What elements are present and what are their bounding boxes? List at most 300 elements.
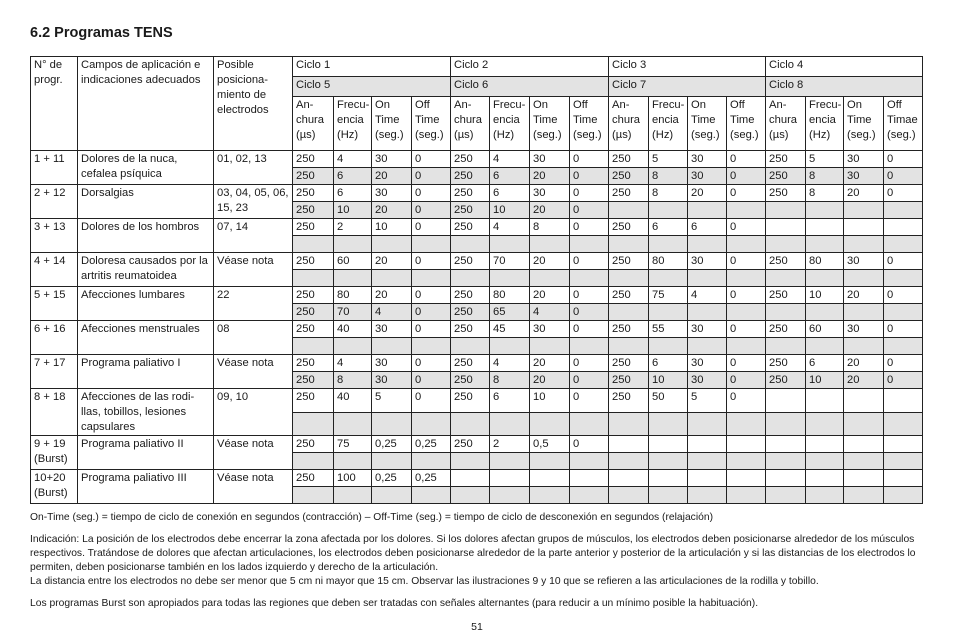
cycle-value-cell-alt — [884, 412, 923, 436]
cycle-value-cell: 2 — [334, 219, 372, 236]
cycle-value-cell: 250 — [293, 219, 334, 236]
cycle-value-cell: 0 — [884, 151, 923, 168]
cycle-value-cell: 30 — [372, 151, 412, 168]
cycle-value-cell-alt: 20 — [372, 168, 412, 185]
cycle-value-cell-alt — [372, 487, 412, 504]
cycle-value-cell-alt — [806, 453, 844, 470]
cycle-value-cell-alt: 250 — [293, 168, 334, 185]
cycle-value-cell: 30 — [688, 355, 727, 372]
header-cycle-4: Ciclo 4 — [766, 57, 923, 77]
cycle-value-cell — [884, 219, 923, 236]
cycle-value-cell: 0 — [570, 436, 609, 453]
cycle-value-cell — [844, 470, 884, 487]
cycle-value-cell-alt — [766, 412, 806, 436]
row-field: Afecciones menstruales — [78, 321, 214, 355]
header-prog: N° de progr. — [31, 57, 78, 151]
row-electrodes: 01, 02, 13 — [214, 151, 293, 185]
cycle-value-cell: 0 — [727, 321, 766, 338]
cycle-value-cell: 250 — [766, 151, 806, 168]
table-row — [31, 470, 923, 487]
cycle-value-cell-alt: 4 — [372, 304, 412, 321]
cycle-value-cell-alt — [570, 487, 609, 504]
cycle-value-cell: 0 — [727, 253, 766, 270]
row-electrodes: 08 — [214, 321, 293, 355]
cycle-value-cell: 250 — [766, 321, 806, 338]
cycle-value-cell-alt — [451, 412, 490, 436]
cycle-value-cell: 0,25 — [372, 436, 412, 453]
cycle-value-cell: 250 — [451, 253, 490, 270]
cycle-value-cell — [806, 436, 844, 453]
cycle-value-cell-alt — [688, 487, 727, 504]
cycle-value-cell: 30 — [844, 253, 884, 270]
cycle-value-cell-alt — [727, 270, 766, 287]
cycle-value-cell-alt — [490, 236, 530, 253]
cycle-value-cell: 0 — [884, 355, 923, 372]
cycle-value-cell-alt — [609, 270, 649, 287]
row-field: Dolores de los hombros — [78, 219, 214, 253]
cycle-value-cell — [609, 470, 649, 487]
cycle-value-cell-alt: 250 — [609, 168, 649, 185]
cycle-value-cell-alt — [844, 270, 884, 287]
cycle-value-cell: 4 — [334, 151, 372, 168]
cycle-value-cell-alt — [334, 453, 372, 470]
subheader-cell: Off Time (seg.) — [412, 97, 451, 151]
cycle-value-cell-alt — [293, 236, 334, 253]
cycle-value-cell-alt — [570, 453, 609, 470]
subheader-cell: Frecu-encia (Hz) — [806, 97, 844, 151]
cycle-value-cell — [490, 470, 530, 487]
cycle-value-cell-alt — [688, 304, 727, 321]
header-electrodes: Posible posiciona-miento de electrodos — [214, 57, 293, 151]
cycle-value-cell-alt — [727, 236, 766, 253]
cycle-value-cell: 0 — [727, 151, 766, 168]
cycle-value-cell: 10 — [806, 287, 844, 304]
row-prog: 5 + 15 — [31, 287, 78, 321]
cycle-value-cell-alt — [412, 270, 451, 287]
cycle-value-cell — [844, 219, 884, 236]
cycle-value-cell: 0 — [412, 219, 451, 236]
notes — [30, 511, 930, 611]
cycle-value-cell-alt — [530, 453, 570, 470]
cycle-value-cell: 250 — [609, 253, 649, 270]
cycle-value-cell-alt — [334, 236, 372, 253]
cycle-value-cell-alt — [649, 270, 688, 287]
subheader-cell: An-chura (µs) — [766, 97, 806, 151]
cycle-value-cell: 8 — [649, 185, 688, 202]
cycle-value-cell: 10 — [530, 389, 570, 413]
cycle-value-cell: 250 — [293, 185, 334, 202]
cycle-value-cell: 0 — [412, 287, 451, 304]
cycle-value-cell-alt: 0 — [727, 372, 766, 389]
cycle-value-cell-alt — [844, 202, 884, 219]
cycle-value-cell: 250 — [609, 321, 649, 338]
cycle-value-cell: 250 — [609, 185, 649, 202]
cycle-value-cell-alt — [530, 412, 570, 436]
row-field: Programa paliativo III — [78, 470, 214, 504]
cycle-value-cell-alt: 250 — [451, 372, 490, 389]
cycle-value-cell: 0,5 — [530, 436, 570, 453]
cycle-value-cell: 250 — [451, 436, 490, 453]
cycle-value-cell-alt — [609, 338, 649, 355]
cycle-value-cell — [766, 219, 806, 236]
cycle-value-cell-alt — [806, 338, 844, 355]
cycle-value-cell-alt — [609, 487, 649, 504]
cycle-value-cell-alt — [727, 453, 766, 470]
cycle-value-cell-alt — [727, 412, 766, 436]
cycle-value-cell-alt: 30 — [688, 168, 727, 185]
cycle-value-cell-alt: 250 — [293, 372, 334, 389]
cycle-value-cell: 0 — [884, 321, 923, 338]
cycle-value-cell: 250 — [451, 185, 490, 202]
cycle-value-cell: 250 — [293, 321, 334, 338]
cycle-value-cell-alt — [688, 270, 727, 287]
cycle-value-cell: 75 — [649, 287, 688, 304]
note-burst: Los programas Burst son apropiados para todas las regiones que deben ser tratadas con señales alternantes (para reducir a un mínimo posible la habituación). — [30, 598, 759, 609]
cycle-value-cell: 0 — [884, 185, 923, 202]
cycle-value-cell-alt — [372, 453, 412, 470]
cycle-value-cell-alt — [609, 304, 649, 321]
row-electrodes: Véase nota — [214, 253, 293, 287]
cycle-value-cell-alt: 0 — [412, 168, 451, 185]
cycle-value-cell: 0 — [570, 321, 609, 338]
cycle-value-cell-alt — [451, 453, 490, 470]
cycle-value-cell: 20 — [530, 355, 570, 372]
cycle-value-cell-alt: 30 — [844, 168, 884, 185]
cycle-value-cell: 10 — [372, 219, 412, 236]
cycle-value-cell-alt: 20 — [530, 168, 570, 185]
table-row — [31, 253, 923, 270]
cycle-value-cell-alt: 10 — [490, 202, 530, 219]
cycle-value-cell-alt: 20 — [530, 202, 570, 219]
cycle-value-cell-alt: 20 — [372, 202, 412, 219]
cycle-value-cell-alt — [688, 338, 727, 355]
cycle-value-cell-alt — [844, 338, 884, 355]
cycle-value-cell-alt: 6 — [334, 168, 372, 185]
cycle-value-cell: 0 — [570, 185, 609, 202]
row-prog: 2 + 12 — [31, 185, 78, 219]
cycle-value-cell-alt — [884, 338, 923, 355]
cycle-value-cell: 8 — [806, 185, 844, 202]
cycle-value-cell: 30 — [530, 185, 570, 202]
cycle-value-cell: 250 — [293, 151, 334, 168]
cycle-value-cell-alt — [412, 412, 451, 436]
cycle-value-cell-alt — [727, 202, 766, 219]
header-fields: Campos de aplicación e indicaciones adecuados — [78, 57, 214, 151]
cycle-value-cell — [451, 470, 490, 487]
cycle-value-cell: 0 — [412, 253, 451, 270]
cycle-value-cell: 250 — [451, 219, 490, 236]
row-prog: 7 + 17 — [31, 355, 78, 389]
cycle-value-cell: 250 — [293, 287, 334, 304]
cycle-value-cell: 0 — [727, 355, 766, 372]
cycle-value-cell: 60 — [806, 321, 844, 338]
cycle-value-cell — [884, 389, 923, 413]
cycle-value-cell-alt — [806, 412, 844, 436]
cycle-value-cell-alt — [766, 453, 806, 470]
cycle-value-cell: 80 — [334, 287, 372, 304]
cycle-value-cell — [806, 219, 844, 236]
cycle-value-cell: 0 — [412, 355, 451, 372]
cycle-value-cell-alt: 0 — [884, 372, 923, 389]
cycle-value-cell: 6 — [490, 389, 530, 413]
subheader-cell: On Time (seg.) — [844, 97, 884, 151]
header-cycle-2: Ciclo 2 — [451, 57, 609, 77]
cycle-value-cell: 5 — [688, 389, 727, 413]
subheader-cell: On Time (seg.) — [372, 97, 412, 151]
cycle-value-cell: 4 — [688, 287, 727, 304]
note-distancia: La distancia entre los electrodos no debe ser menor que 5 cm ni mayor que 15 cm. Observar las ilustraciones 9 y 10 que se refieren a las articulaciones de la rodilla y tobillo. — [30, 576, 819, 587]
cycle-value-cell-alt: 4 — [530, 304, 570, 321]
cycle-value-cell — [570, 470, 609, 487]
cycle-value-cell-alt: 0 — [412, 304, 451, 321]
cycle-value-cell — [530, 470, 570, 487]
cycle-value-cell-alt — [844, 487, 884, 504]
cycle-value-cell: 30 — [530, 151, 570, 168]
cycle-value-cell-alt — [490, 338, 530, 355]
tens-programs-table — [30, 56, 923, 504]
cycle-value-cell: 55 — [649, 321, 688, 338]
cycle-value-cell-alt — [293, 487, 334, 504]
cycle-value-cell-alt — [688, 236, 727, 253]
page-number: 51 — [471, 621, 483, 633]
cycle-value-cell-alt: 30 — [688, 372, 727, 389]
row-prog: 4 + 14 — [31, 253, 78, 287]
cycle-value-cell: 6 — [649, 355, 688, 372]
cycle-value-cell-alt — [649, 202, 688, 219]
cycle-value-cell: 0 — [412, 321, 451, 338]
cycle-value-cell-alt — [530, 487, 570, 504]
cycle-value-cell-alt — [609, 453, 649, 470]
cycle-value-cell-alt: 250 — [609, 372, 649, 389]
cycle-value-cell-alt: 0 — [412, 202, 451, 219]
row-prog: 9 + 19 (Burst) — [31, 436, 78, 470]
cycle-value-cell-alt — [884, 304, 923, 321]
row-electrodes: 07, 14 — [214, 219, 293, 253]
cycle-value-cell: 4 — [490, 151, 530, 168]
cycle-value-cell — [727, 470, 766, 487]
cycle-value-cell-alt — [884, 270, 923, 287]
table-row — [31, 151, 923, 168]
cycle-value-cell — [806, 470, 844, 487]
cycle-value-cell-alt — [688, 453, 727, 470]
cycle-value-cell-alt — [334, 487, 372, 504]
cycle-value-cell: 30 — [844, 151, 884, 168]
cycle-value-cell-alt — [766, 236, 806, 253]
cycle-value-cell: 250 — [609, 389, 649, 413]
cycle-value-cell — [649, 436, 688, 453]
row-field: Doloresa causados por la artritis reumatoidea — [78, 253, 214, 287]
cycle-value-cell: 30 — [372, 185, 412, 202]
cycle-value-cell-alt: 250 — [451, 202, 490, 219]
cycle-value-cell-alt: 250 — [451, 168, 490, 185]
cycle-value-cell: 30 — [688, 151, 727, 168]
cycle-value-cell-alt — [412, 338, 451, 355]
cycle-value-cell: 100 — [334, 470, 372, 487]
cycle-value-cell: 20 — [372, 287, 412, 304]
cycle-value-cell: 2 — [490, 436, 530, 453]
cycle-value-cell: 4 — [334, 355, 372, 372]
cycle-value-cell: 250 — [609, 287, 649, 304]
cycle-value-cell: 250 — [451, 321, 490, 338]
table-row — [31, 185, 923, 202]
cycle-value-cell-alt — [372, 236, 412, 253]
cycle-value-cell-alt — [766, 270, 806, 287]
table-row — [31, 436, 923, 453]
row-prog: 3 + 13 — [31, 219, 78, 253]
cycle-value-cell-alt — [649, 236, 688, 253]
cycle-value-cell: 20 — [844, 287, 884, 304]
cycle-value-cell: 0 — [570, 355, 609, 372]
cycle-value-cell: 250 — [451, 287, 490, 304]
cycle-value-cell: 250 — [451, 355, 490, 372]
cycle-value-cell-alt — [334, 338, 372, 355]
cycle-value-cell: 0,25 — [412, 470, 451, 487]
cycle-value-cell-alt — [490, 270, 530, 287]
cycle-value-cell: 0 — [727, 389, 766, 413]
cycle-value-cell: 0 — [412, 151, 451, 168]
cycle-value-cell-alt: 250 — [293, 202, 334, 219]
cycle-value-cell-alt — [844, 304, 884, 321]
cycle-value-cell: 20 — [844, 185, 884, 202]
cycle-value-cell: 250 — [766, 355, 806, 372]
cycle-value-cell-alt — [451, 487, 490, 504]
cycle-value-cell-alt — [412, 236, 451, 253]
cycle-value-cell-alt — [412, 487, 451, 504]
cycle-value-cell-alt — [372, 270, 412, 287]
row-electrodes: 03, 04, 05, 06, 15, 23 — [214, 185, 293, 219]
cycle-value-cell-alt: 0 — [570, 202, 609, 219]
subheader-cell: An-chura (µs) — [293, 97, 334, 151]
cycle-value-cell: 0 — [570, 219, 609, 236]
cycle-value-cell-alt — [570, 412, 609, 436]
cycle-value-cell: 250 — [451, 389, 490, 413]
cycle-value-cell: 0 — [727, 287, 766, 304]
cycle-value-cell-alt — [570, 338, 609, 355]
cycle-value-cell-alt — [649, 487, 688, 504]
cycle-value-cell-alt — [372, 412, 412, 436]
cycle-value-cell: 20 — [530, 253, 570, 270]
cycle-value-cell — [688, 436, 727, 453]
cycle-value-cell: 250 — [451, 151, 490, 168]
row-electrodes: Véase nota — [214, 355, 293, 389]
cycle-value-cell-alt — [884, 236, 923, 253]
cycle-value-cell: 250 — [293, 389, 334, 413]
cycle-value-cell: 0 — [570, 287, 609, 304]
cycle-value-cell — [884, 470, 923, 487]
cycle-value-cell-alt — [766, 338, 806, 355]
cycle-value-cell-alt: 0 — [412, 372, 451, 389]
cycle-value-cell-alt — [609, 412, 649, 436]
cycle-value-cell-alt — [570, 270, 609, 287]
cycle-value-cell — [884, 436, 923, 453]
note-ontime: On-Time (seg.) = tiempo de ciclo de conexión en segundos (contracción) – Off-Time (seg.) = tiempo de ciclo de desconexión en segundos (relajación) — [30, 512, 713, 523]
row-prog: 10+20 (Burst) — [31, 470, 78, 504]
cycle-value-cell-alt: 8 — [490, 372, 530, 389]
cycle-value-cell-alt: 8 — [334, 372, 372, 389]
cycle-value-cell-alt — [688, 202, 727, 219]
cycle-value-cell: 250 — [293, 470, 334, 487]
cycle-value-cell-alt: 10 — [806, 372, 844, 389]
cycle-value-cell — [688, 470, 727, 487]
cycle-value-cell-alt — [451, 236, 490, 253]
cycle-value-cell: 40 — [334, 321, 372, 338]
cycle-value-cell-alt — [570, 236, 609, 253]
cycle-value-cell: 6 — [688, 219, 727, 236]
cycle-value-cell-alt — [884, 487, 923, 504]
cycle-value-cell: 20 — [688, 185, 727, 202]
cycle-value-cell: 250 — [293, 355, 334, 372]
row-electrodes: 09, 10 — [214, 389, 293, 436]
cycle-value-cell-alt: 0 — [570, 168, 609, 185]
row-field: Afecciones de las rodi-llas, tobillos, lesiones capsulares — [78, 389, 214, 436]
row-electrodes: Véase nota — [214, 470, 293, 504]
row-prog: 8 + 18 — [31, 389, 78, 436]
cycle-value-cell-alt — [412, 453, 451, 470]
cycle-value-cell — [766, 436, 806, 453]
cycle-value-cell-alt: 20 — [530, 372, 570, 389]
subheader-cell: Off Timae (seg.) — [884, 97, 923, 151]
cycle-value-cell-alt — [844, 453, 884, 470]
note-indicacion: Indicación: La posición de los electrodos debe encerrar la zona afectada por los dolores. Si los dolores afectan grupos de músculos, los electrodos deben posicionarse alrededor de los músculos respectivos. Tratándose de dolores que afectan articulaciones, los electrodos deben posicionarse alrededor de la parte anterior y posterior de la articulación y si las distancias de los electrodos lo permiten, deben posicionarse también en los lados izquierdo y derecho de la articulación. — [30, 534, 916, 573]
cycle-value-cell — [609, 436, 649, 453]
subheader-cell: An-chura (µs) — [451, 97, 490, 151]
cycle-value-cell: 70 — [490, 253, 530, 270]
cycle-value-cell: 30 — [372, 321, 412, 338]
row-field: Dorsalgias — [78, 185, 214, 219]
table-row — [31, 355, 923, 372]
cycle-value-cell: 0,25 — [372, 470, 412, 487]
cycle-value-cell: 5 — [372, 389, 412, 413]
cycle-value-cell-alt — [766, 304, 806, 321]
cycle-value-cell: 0 — [727, 219, 766, 236]
cycle-value-cell-alt — [451, 270, 490, 287]
cycle-value-cell-alt — [530, 236, 570, 253]
cycle-value-cell — [766, 470, 806, 487]
cycle-value-cell-alt — [766, 202, 806, 219]
subheader-cell: Frecu-encia (Hz) — [649, 97, 688, 151]
cycle-value-cell: 0 — [412, 389, 451, 413]
cycle-value-cell-alt — [806, 202, 844, 219]
cycle-value-cell-alt — [688, 412, 727, 436]
table-row — [31, 219, 923, 236]
table-row — [31, 389, 923, 413]
cycle-value-cell-alt — [727, 487, 766, 504]
header-cycle-7: Ciclo 7 — [609, 77, 766, 97]
cycle-value-cell-alt — [530, 270, 570, 287]
cycle-value-cell: 20 — [844, 355, 884, 372]
cycle-value-cell-alt: 250 — [293, 304, 334, 321]
cycle-value-cell-alt — [293, 270, 334, 287]
cycle-value-cell: 20 — [530, 287, 570, 304]
cycle-value-cell-alt — [609, 236, 649, 253]
cycle-value-cell: 4 — [490, 355, 530, 372]
cycle-value-cell: 0 — [412, 185, 451, 202]
cycle-value-cell: 40 — [334, 389, 372, 413]
cycle-value-cell: 250 — [609, 151, 649, 168]
cycle-value-cell: 6 — [806, 355, 844, 372]
cycle-value-cell-alt — [727, 304, 766, 321]
cycle-value-cell-alt — [293, 453, 334, 470]
cycle-value-cell: 80 — [649, 253, 688, 270]
cycle-value-cell-alt: 10 — [649, 372, 688, 389]
cycle-value-cell: 30 — [688, 321, 727, 338]
cycle-value-cell-alt: 250 — [451, 304, 490, 321]
cycle-value-cell-alt — [766, 487, 806, 504]
cycle-value-cell-alt — [727, 338, 766, 355]
subheader-cell: An-chura (µs) — [609, 97, 649, 151]
cycle-value-cell-alt — [372, 338, 412, 355]
cycle-value-cell-alt — [334, 270, 372, 287]
